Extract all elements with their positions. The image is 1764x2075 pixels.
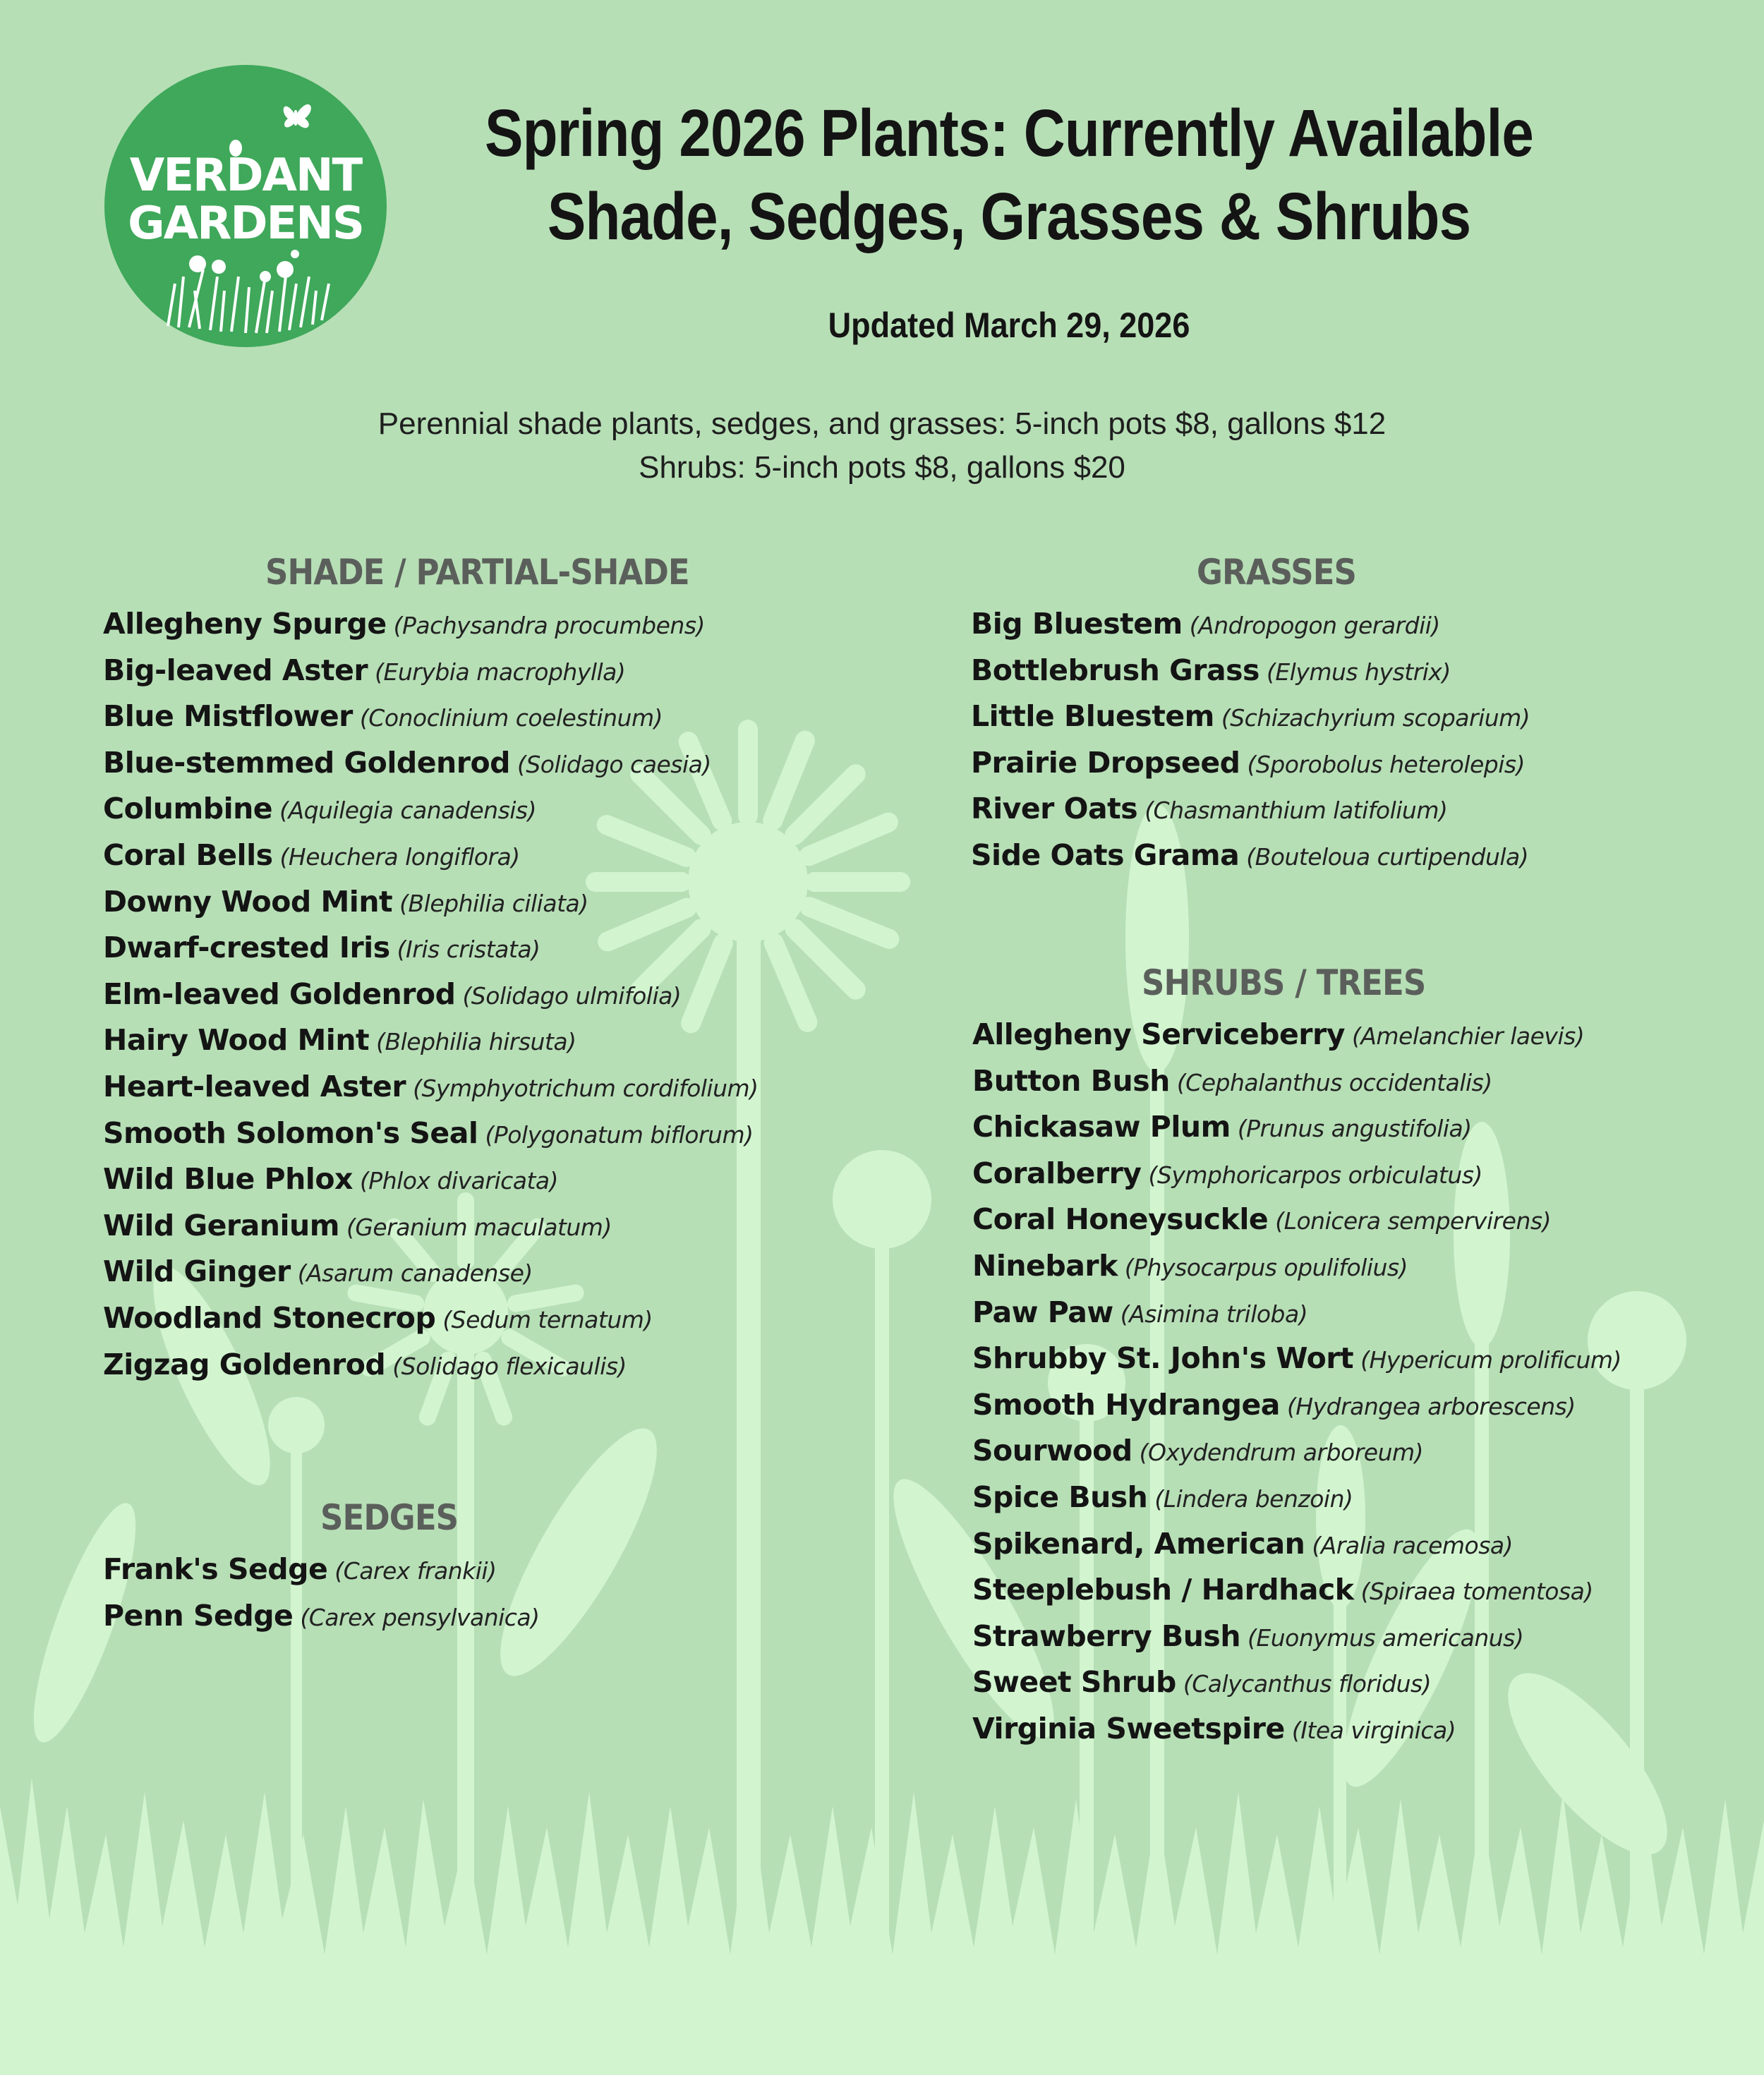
pricing-info — [0, 402, 1764, 490]
plant-latin-name: (Elymus hystrix) — [1266, 658, 1451, 686]
plant-latin-name: (Blephilia hirsuta) — [376, 1028, 576, 1056]
plant-latin-name: (Heuchera longiflora) — [279, 842, 520, 871]
plant-item — [972, 1336, 1621, 1382]
page-title — [481, 92, 1537, 258]
plant-latin-name: (Eurybia macrophylla) — [375, 658, 626, 686]
plant-item — [971, 740, 1530, 787]
plant-item — [972, 1659, 1621, 1706]
plant-common-name: Woodland Stonecrop — [103, 1300, 436, 1335]
plant-latin-name: (Itea virginica) — [1291, 1716, 1456, 1744]
plant-common-name: Columbine — [103, 792, 273, 826]
pricing-line-perennials: Perennial shade plants, sedges, and grasses: 5-inch pots $8, gallons $12 — [377, 406, 1387, 441]
plant-list-sedges — [103, 1547, 540, 1639]
plant-item — [972, 1058, 1621, 1105]
plant-latin-name: (Spiraea tomentosa) — [1360, 1578, 1593, 1606]
plant-latin-name: (Geranium maculatum) — [346, 1213, 612, 1241]
plant-latin-name: (Euonymus americanus) — [1248, 1623, 1524, 1652]
section-heading-grasses: GRASSES — [1197, 552, 1357, 593]
plant-item — [971, 694, 1530, 740]
plant-common-name: Coral Honeysuckle — [972, 1202, 1269, 1237]
plant-common-name: Blue Mistflower — [103, 699, 353, 734]
plant-item — [972, 1104, 1621, 1151]
plant-item — [103, 694, 759, 740]
plant-latin-name: (Sporobolus heterolepis) — [1247, 750, 1525, 778]
pricing-line-shrubs: Shrubs: 5-inch pots $8, gallons $20 — [639, 450, 1125, 485]
section-grasses — [971, 549, 1530, 879]
plant-item — [103, 601, 759, 648]
logo-line-2: GARDENS — [128, 198, 363, 250]
plant-common-name: Coral Bells — [103, 837, 273, 872]
plant-common-name: Zigzag Goldenrod — [103, 1347, 386, 1381]
plant-latin-name: (Sedum ternatum) — [442, 1305, 653, 1333]
section-heading-shrubs: SHRUBS / TREES — [1142, 962, 1426, 1003]
plant-item — [972, 1243, 1621, 1290]
plant-item — [972, 1521, 1621, 1568]
plant-common-name: Bottlebrush Grass — [971, 653, 1259, 687]
plant-latin-name: (Bouteloua curtipendula) — [1246, 842, 1529, 871]
title-line-1: Spring 2026 Plants: Currently Available — [485, 96, 1533, 171]
plant-item — [971, 601, 1530, 648]
plant-latin-name: (Cephalanthus occidentalis) — [1176, 1068, 1492, 1096]
plant-common-name: Dwarf-crested Iris — [103, 931, 390, 965]
plant-item — [971, 833, 1530, 879]
section-heading-sedges: SEDGES — [320, 1497, 459, 1538]
plant-item — [103, 972, 759, 1018]
plant-latin-name: (Aquilegia canadensis) — [279, 797, 537, 825]
section-sedges — [103, 1494, 540, 1639]
plant-common-name: Wild Geranium — [103, 1208, 339, 1242]
plant-latin-name: (Phlox divaricata) — [359, 1167, 559, 1195]
plant-latin-name: (Andropogon gerardii) — [1189, 612, 1440, 639]
plant-item — [103, 925, 759, 972]
plant-item — [103, 1593, 540, 1640]
plant-item — [971, 786, 1530, 833]
plant-latin-name: (Conoclinium coelestinum) — [359, 704, 663, 732]
plant-common-name: Blue-stemmed Goldenrod — [103, 745, 510, 780]
plant-latin-name: (Pachysandra procumbens) — [393, 612, 705, 639]
plant-common-name: Hairy Wood Mint — [103, 1023, 370, 1058]
plant-latin-name: (Amelanchier laevis) — [1351, 1022, 1585, 1050]
title-line-2: Shade, Sedges, Grasses & Shrubs — [547, 179, 1471, 254]
plant-latin-name: (Aralia racemosa) — [1312, 1531, 1514, 1559]
plant-common-name: Ninebark — [972, 1248, 1118, 1283]
updated-date: Updated March 29, 2026 — [828, 305, 1190, 345]
plant-item — [103, 1017, 759, 1064]
plant-common-name: Steeplebush / Hardhack — [972, 1573, 1354, 1607]
plant-common-name: Allegheny Serviceberry — [972, 1017, 1345, 1051]
plant-item — [972, 1012, 1621, 1058]
plant-common-name: Virginia Sweetspire — [972, 1711, 1285, 1746]
plant-latin-name: (Solidago caesia) — [516, 750, 711, 778]
plant-latin-name: (Carex frankii) — [334, 1557, 497, 1585]
plant-item — [103, 1203, 759, 1250]
plant-latin-name: (Carex pensylvanica) — [300, 1603, 540, 1631]
plant-latin-name: (Symphyotrichum cordifolium) — [413, 1074, 759, 1102]
plant-latin-name: (Hydrangea arborescens) — [1286, 1392, 1576, 1420]
plant-item — [103, 1342, 759, 1389]
plant-common-name: Wild Blue Phlox — [103, 1162, 353, 1197]
plant-item — [972, 1614, 1621, 1660]
plant-common-name: Heart-leaved Aster — [103, 1069, 406, 1103]
plant-item — [103, 1295, 759, 1342]
plant-latin-name: (Polygonatum biflorum) — [485, 1120, 754, 1149]
section-heading-shade: SHADE / PARTIAL-SHADE — [265, 552, 689, 593]
plant-item — [972, 1197, 1621, 1243]
plant-latin-name: (Blephilia ciliata) — [399, 889, 588, 917]
plant-item — [972, 1382, 1621, 1429]
plant-item — [972, 1567, 1621, 1614]
plant-latin-name: (Chasmanthium latifolium) — [1144, 797, 1448, 825]
plant-item — [103, 786, 759, 833]
plant-common-name: Chickasaw Plum — [972, 1110, 1231, 1144]
plant-latin-name: (Iris cristata) — [397, 936, 540, 964]
plant-common-name: Spice Bush — [972, 1480, 1148, 1514]
verdant-gardens-logo — [104, 65, 387, 347]
logo-line-1: VERDANT — [129, 150, 362, 202]
plant-list-shade — [103, 601, 759, 1388]
section-shrubs — [972, 960, 1621, 1753]
plant-common-name: Frank's Sedge — [103, 1552, 328, 1586]
plant-common-name: Shrubby St. John's Wort — [972, 1341, 1354, 1376]
plant-latin-name: (Schizachyrium scoparium) — [1221, 704, 1530, 732]
plant-list-shrubs — [972, 1012, 1621, 1753]
plant-list-grasses — [971, 601, 1530, 879]
plant-common-name: River Oats — [971, 792, 1138, 826]
plant-common-name: Penn Sedge — [103, 1598, 294, 1633]
plant-latin-name: (Asimina triloba) — [1120, 1300, 1308, 1328]
plant-common-name: Big Bluestem — [971, 607, 1183, 641]
plant-item — [103, 1111, 759, 1157]
plant-common-name: Sourwood — [972, 1434, 1132, 1468]
plant-latin-name: (Prunus angustifolia) — [1237, 1115, 1472, 1143]
plant-common-name: Big-leaved Aster — [103, 653, 368, 687]
plant-common-name: Button Bush — [972, 1063, 1170, 1098]
plant-latin-name: (Solidago flexicaulis) — [392, 1352, 627, 1380]
plant-item — [972, 1428, 1621, 1475]
plant-item — [972, 1290, 1621, 1336]
plant-latin-name: (Asarum canadense) — [297, 1259, 533, 1288]
plant-item — [103, 1064, 759, 1111]
section-shade — [103, 549, 759, 1388]
plant-latin-name: (Calycanthus floridus) — [1183, 1670, 1432, 1698]
plant-common-name: Smooth Solomon's Seal — [103, 1115, 478, 1150]
plant-item — [972, 1475, 1621, 1521]
plant-latin-name: (Lonicera sempervirens) — [1275, 1207, 1551, 1235]
plant-common-name: Paw Paw — [972, 1295, 1113, 1329]
plant-common-name: Side Oats Grama — [971, 837, 1240, 872]
plant-common-name: Strawberry Bush — [972, 1619, 1241, 1653]
plant-common-name: Sweet Shrub — [972, 1665, 1176, 1700]
plant-common-name: Coralberry — [972, 1156, 1142, 1190]
plant-item — [103, 648, 759, 694]
plant-latin-name: (Lindera benzoin) — [1154, 1484, 1353, 1513]
plant-item — [103, 833, 759, 879]
plant-common-name: Little Bluestem — [971, 699, 1214, 734]
plant-common-name: Elm-leaved Goldenrod — [103, 976, 456, 1011]
plant-common-name: Wild Ginger — [103, 1254, 291, 1289]
plant-common-name: Smooth Hydrangea — [972, 1387, 1280, 1422]
plant-common-name: Spikenard, American — [972, 1526, 1305, 1561]
plant-item — [972, 1706, 1621, 1753]
plant-latin-name: (Symphoricarpos orbiculatus) — [1148, 1161, 1482, 1189]
plant-item — [971, 648, 1530, 694]
plant-common-name: Allegheny Spurge — [103, 607, 387, 641]
plant-item — [103, 879, 759, 926]
plant-common-name: Prairie Dropseed — [971, 745, 1240, 780]
plant-item — [103, 1547, 540, 1593]
plant-item — [103, 1156, 759, 1203]
plant-item — [103, 740, 759, 787]
plant-common-name: Downy Wood Mint — [103, 884, 393, 919]
plant-item — [972, 1151, 1621, 1197]
plant-item — [103, 1249, 759, 1295]
plant-latin-name: (Hypericum prolificum) — [1360, 1346, 1621, 1374]
plant-latin-name: (Oxydendrum arboreum) — [1139, 1439, 1424, 1467]
plant-latin-name: (Physocarpus opulifolius) — [1124, 1253, 1408, 1281]
plant-latin-name: (Solidago ulmifolia) — [462, 981, 682, 1010]
